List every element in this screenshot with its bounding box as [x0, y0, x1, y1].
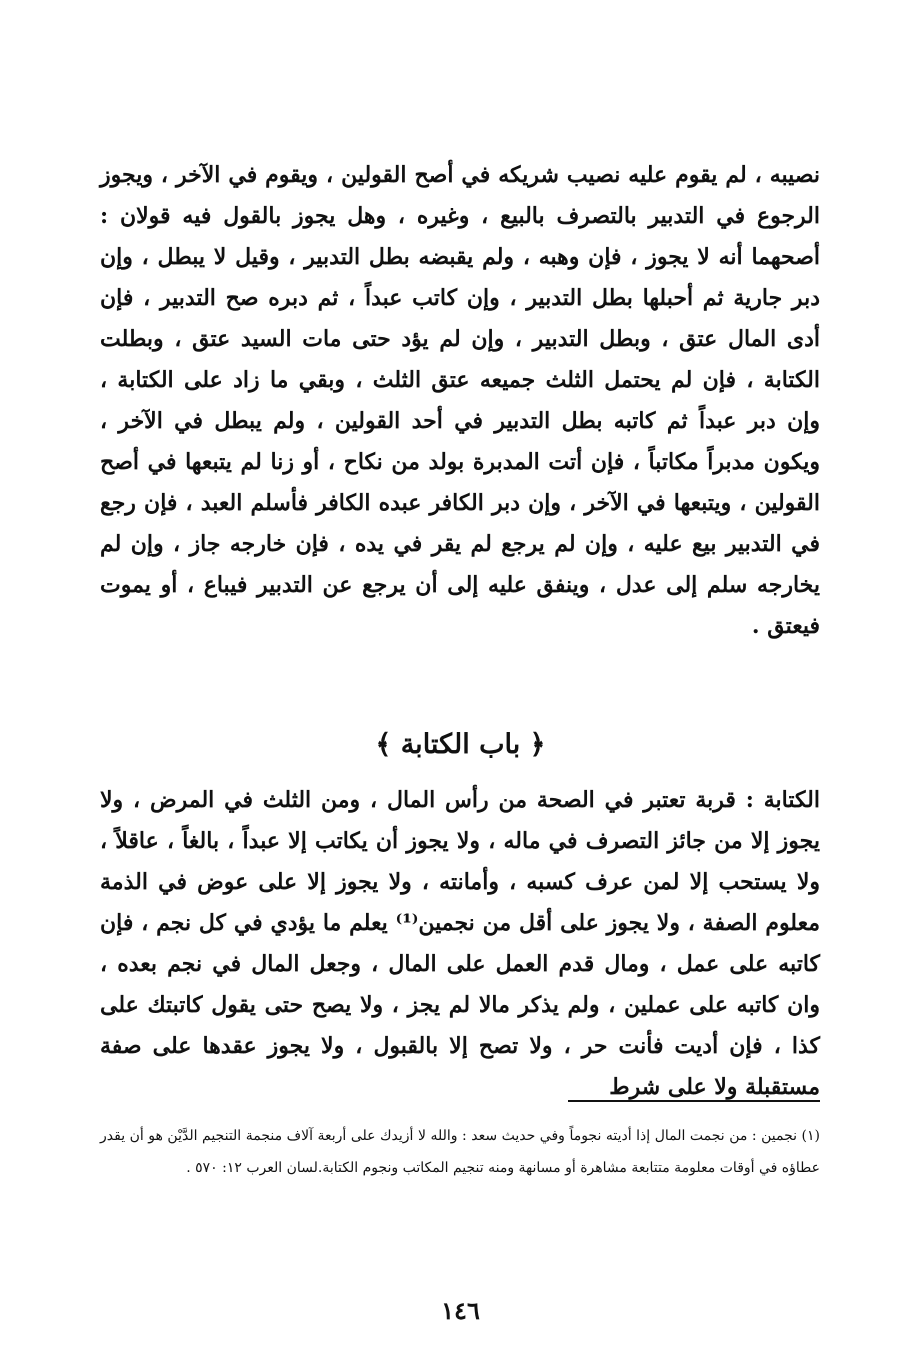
footnote: (١) نجمين : من نجمت المال إذا أديته نجوماً وفي حديث سعد : والله لا أزيدك على أربعة آلاف منجمة التنجيم الدَّيْن هو أن يقدر عطاؤه في أوقات معلومة متتابعة مشاهرة أو مسانهة ومنه تنجيم المكاتب ونجوم الكتابة.لسان العرب ١٢: ٥٧٠ .	[100, 1128, 820, 1176]
section-heading: ﴿ باب الكتابة ﴾	[375, 729, 546, 760]
body-paragraph-tadbir: نصيبه ، لم يقوم عليه نصيب شريكه في أصح القولين ، ويقوم في الآخر ، ويجوز الرجوع في التدبير بالتصرف بالبيع ، وغيره ، وهل يجوز بالقول فيه قولان : أصحهما أنه لا يجوز ، فإن وهبه ، ولم يقبضه بطل التدبير ، وقيل لا يبطل ، وإن دبر جارية ثم أحبلها بطل التدبير ، وإن كاتب عبداً ، ثم دبره صح التدبير ، فإن أدى المال عتق ، وبطل التدبير ، وإن لم يؤد حتى مات السيد عتق ، وبطلت الكتابة ، فإن لم يحتمل الثلث جميعه عتق الثلث ، وبقي ما زاد على الكتابة ، وإن دبر عبداً ثم كاتبه بطل التدبير في أحد القولين ، ولم يبطل في الآخر ، ويكون مدبراً مكاتباً ، فإن أتت المدبرة بولد من نكاح ، أو زنا لم يتبعها في أصح القولين ، ويتبعها في الآخر ، وإن دبر الكافر عبده الكافر فأسلم العبد ، فإن رجع في التدبير بيع عليه ، وإن لم يرجع لم يقر في يده ، فإن خارجه جاز ، وإن لم يخارجه سلم إلى عدل ، وينفق عليه إلى أن يرجع عن التدبير فيباع ، أو يموت فيعتق .	[100, 162, 821, 639]
page-number: ١٤٦	[441, 1296, 480, 1325]
footnote-divider	[568, 1100, 820, 1102]
body-paragraph-kitaba: الكتابة : قربة تعتبر في الصحة من رأس المال ، ومن الثلث في المرض ، ولا يجوز إلا من جائز التصرف في ماله ، ولا يجوز أن يكاتب إلا عبداً ، بالغاً ، عاقلاً ، ولا يستحب إلا لمن عرف كسبه ، وأمانته ، ولا يجوز إلا على عوض في الذمة معلوم الصفة ، ولا يجوز على أقل من نجمين⁽¹⁾ يعلم ما يؤدي في كل نجم ، فإن كاتبه على عمل ، ومال قدم العمل على المال ، وجعل المال في نجم بعده ، وان كاتبه على عملين ، ولم يذكر مالا لم يجز ، ولا يصح حتى يقول كاتبتك على كذا ، فإن أديت فأنت حر ، ولا تصح إلا بالقبول ، ولا يجوز عقدها على صفة مستقبلة ولا على شرط	[100, 787, 820, 1100]
